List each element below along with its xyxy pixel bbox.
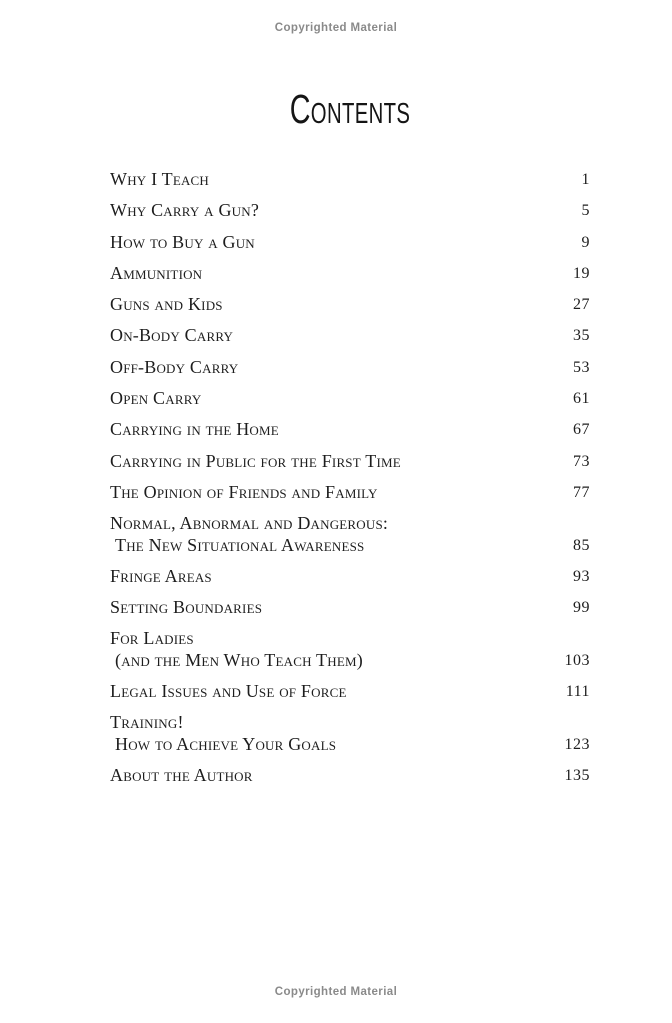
toc-entry-title bbox=[110, 169, 209, 190]
toc-entry-title bbox=[110, 765, 253, 786]
toc-entry bbox=[110, 419, 590, 440]
toc-entry-title-line2: (and the Men Who Teach Them) bbox=[115, 649, 363, 670]
toc-entry-title bbox=[110, 482, 378, 503]
toc-entry bbox=[110, 513, 590, 556]
toc-entry-title-line2: How to Achieve Your Goals bbox=[115, 733, 337, 754]
toc-entry-page-number: 103 bbox=[564, 651, 590, 669]
toc-entry bbox=[110, 628, 590, 671]
toc-entry bbox=[110, 294, 590, 315]
toc-entry bbox=[110, 712, 590, 755]
toc-entry-title bbox=[110, 597, 262, 618]
toc-entry-page-number: 35 bbox=[573, 327, 590, 345]
toc-entry-page-number: 93 bbox=[573, 567, 590, 585]
toc-entry-title bbox=[110, 263, 202, 284]
toc-entry bbox=[110, 482, 590, 503]
toc-entry-title bbox=[110, 357, 238, 378]
toc-entry-title-line1: Fringe Areas bbox=[110, 565, 212, 586]
table-of-contents bbox=[110, 169, 590, 796]
toc-entry-page-number: 73 bbox=[573, 452, 590, 470]
toc-entry-title bbox=[110, 419, 279, 440]
toc-entry-title-line1: Carrying in Public for the First Time bbox=[110, 450, 401, 471]
toc-entry-title-line1: Open Carry bbox=[110, 388, 202, 409]
toc-entry-title bbox=[110, 628, 363, 671]
toc-entry-title bbox=[110, 513, 388, 556]
toc-entry-page-number: 19 bbox=[573, 264, 590, 282]
copyright-notice-top: Copyrighted Material bbox=[274, 22, 398, 34]
toc-entry-page-number: 53 bbox=[573, 358, 590, 376]
toc-entry-page-number: 99 bbox=[573, 599, 590, 617]
toc-entry-title-line1: On-Body Carry bbox=[110, 325, 234, 346]
toc-entry-title-line1: Legal Issues and Use of Force bbox=[110, 681, 347, 702]
toc-entry-title-line1: For Ladies bbox=[110, 628, 194, 649]
toc-entry-title-line1: The Opinion of Friends and Family bbox=[110, 481, 378, 502]
toc-entry-page-number: 85 bbox=[573, 536, 590, 554]
toc-entry-title bbox=[110, 388, 201, 409]
toc-entry-title-line1: Off-Body Carry bbox=[110, 356, 239, 377]
toc-entry-title-line1: Why Carry a Gun? bbox=[110, 200, 260, 221]
toc-entry bbox=[110, 325, 590, 346]
toc-entry bbox=[110, 597, 590, 618]
toc-entry-page-number: 1 bbox=[581, 171, 590, 188]
toc-entry bbox=[110, 263, 590, 284]
toc-entry-title-line1: Training! bbox=[110, 712, 184, 733]
toc-entry-page-number: 5 bbox=[581, 202, 590, 220]
toc-entry bbox=[110, 765, 590, 786]
toc-entry bbox=[110, 681, 590, 702]
toc-entry-title bbox=[110, 325, 233, 346]
toc-entry-page-number: 9 bbox=[581, 233, 590, 251]
toc-entry-title-line1: Ammunition bbox=[110, 262, 203, 283]
toc-entry bbox=[110, 388, 590, 409]
toc-entry-title bbox=[110, 451, 401, 472]
toc-entry-title bbox=[110, 232, 255, 253]
copyright-notice-bottom: Copyrighted Material bbox=[274, 986, 398, 998]
toc-entry bbox=[110, 357, 590, 378]
toc-entry-title bbox=[110, 566, 212, 587]
toc-entry-title-line1: Why I Teach bbox=[110, 169, 210, 189]
toc-entry-title-line2: The New Situational Awareness bbox=[115, 534, 365, 555]
toc-entry-title bbox=[110, 681, 347, 702]
toc-entry-title-line1: About the Author bbox=[110, 764, 253, 785]
toc-entry-title-line1: Setting Boundaries bbox=[110, 597, 263, 618]
toc-entry-title bbox=[110, 712, 336, 755]
toc-entry-title bbox=[110, 200, 259, 221]
toc-entry bbox=[110, 200, 590, 221]
toc-entry-title-line1: Carrying in the Home bbox=[110, 419, 279, 440]
toc-entry bbox=[110, 169, 590, 190]
toc-entry-page-number: 61 bbox=[573, 390, 590, 408]
toc-entry-page-number: 135 bbox=[564, 766, 590, 784]
toc-entry-page-number: 27 bbox=[573, 296, 590, 314]
toc-entry-page-number: 123 bbox=[564, 735, 590, 753]
toc-entry bbox=[110, 566, 590, 587]
page-title: Contents bbox=[289, 86, 411, 132]
toc-entry-title-line1: How to Buy a Gun bbox=[110, 231, 255, 252]
toc-entry-page-number: 77 bbox=[573, 483, 590, 501]
toc-entry-title-line1: Guns and Kids bbox=[110, 294, 223, 315]
toc-entry-page-number: 111 bbox=[565, 683, 590, 701]
toc-entry-page-number: 67 bbox=[573, 421, 590, 439]
toc-entry-title-line1: Normal, Abnormal and Dangerous: bbox=[110, 513, 389, 534]
toc-entry bbox=[110, 232, 590, 253]
toc-entry-title bbox=[110, 294, 223, 315]
toc-entry bbox=[110, 451, 590, 472]
